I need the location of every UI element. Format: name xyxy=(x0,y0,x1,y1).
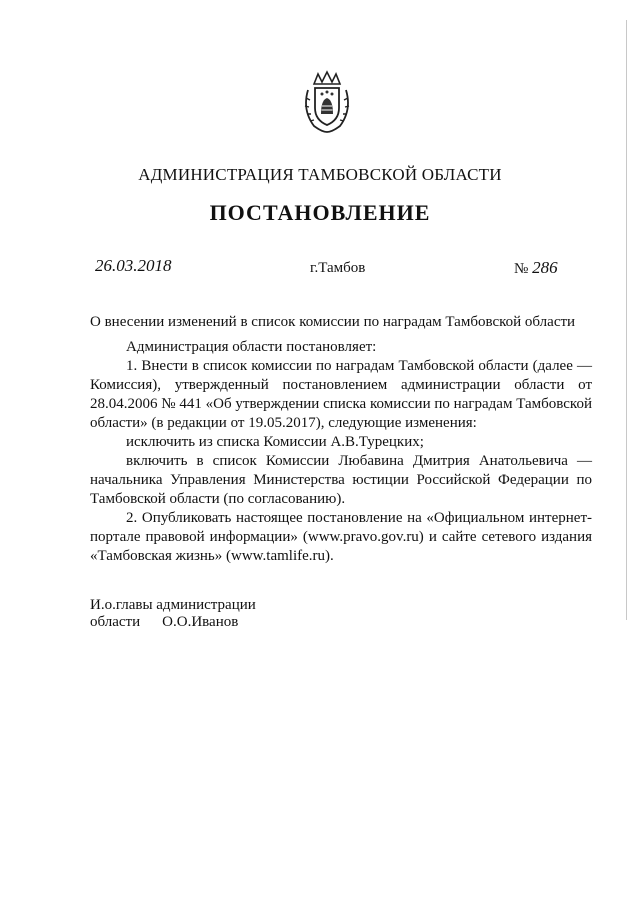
document-number xyxy=(514,258,558,278)
signature-block xyxy=(90,597,256,631)
document-city: г.Тамбов xyxy=(310,260,366,276)
number-prefix: № xyxy=(514,261,529,277)
organization-title: АДМИНИСТРАЦИЯ ТАМБОВСКОЙ ОБЛАСТИ xyxy=(138,165,502,184)
document-body xyxy=(90,338,592,566)
body-include: включить в список Комиссии Любавина Дмитрия Анатольевича — начальника Управления Министерства юстиции Российской Федерации по Тамбовской области (по согласованию). xyxy=(90,453,592,507)
number-value: 286 xyxy=(532,258,558,277)
document-type-title: ПОСТАНОВЛЕНИЕ xyxy=(209,200,431,225)
signature-title-line2 xyxy=(90,614,256,631)
document-date: 26.03.2018 xyxy=(95,256,172,275)
scan-edge-line xyxy=(626,20,627,620)
body-intro: Администрация области постановляет: xyxy=(126,339,377,355)
signature-title-line1: И.о.главы администрации xyxy=(90,597,256,613)
body-item-1: 1. Внести в список комиссии по наградам Тамбовской области (далее — Комиссия), утвержденный постановлением администрации области от 28.04.2006 № 441 «Об утверждении списка комиссии по наградам Тамбовской области» (в редакции от 19.05.2017), следующие изменения: xyxy=(90,358,592,431)
document-subject: О внесении изменений в список комиссии по наградам Тамбовской области xyxy=(90,314,576,330)
signature-title-area: области xyxy=(90,614,141,630)
coat-of-arms-icon xyxy=(300,70,354,134)
body-item-2: 2. Опубликовать настоящее постановление на «Официальном интернет-портале правовой информации» (www.pravo.gov.ru) и сайте сетевого издания «Тамбовская жизнь» (www.tamlife.ru). xyxy=(90,510,592,564)
body-exclude: исключить из списка Комиссии А.В.Турецких; xyxy=(126,434,424,450)
signature-name: О.О.Иванов xyxy=(162,614,239,630)
